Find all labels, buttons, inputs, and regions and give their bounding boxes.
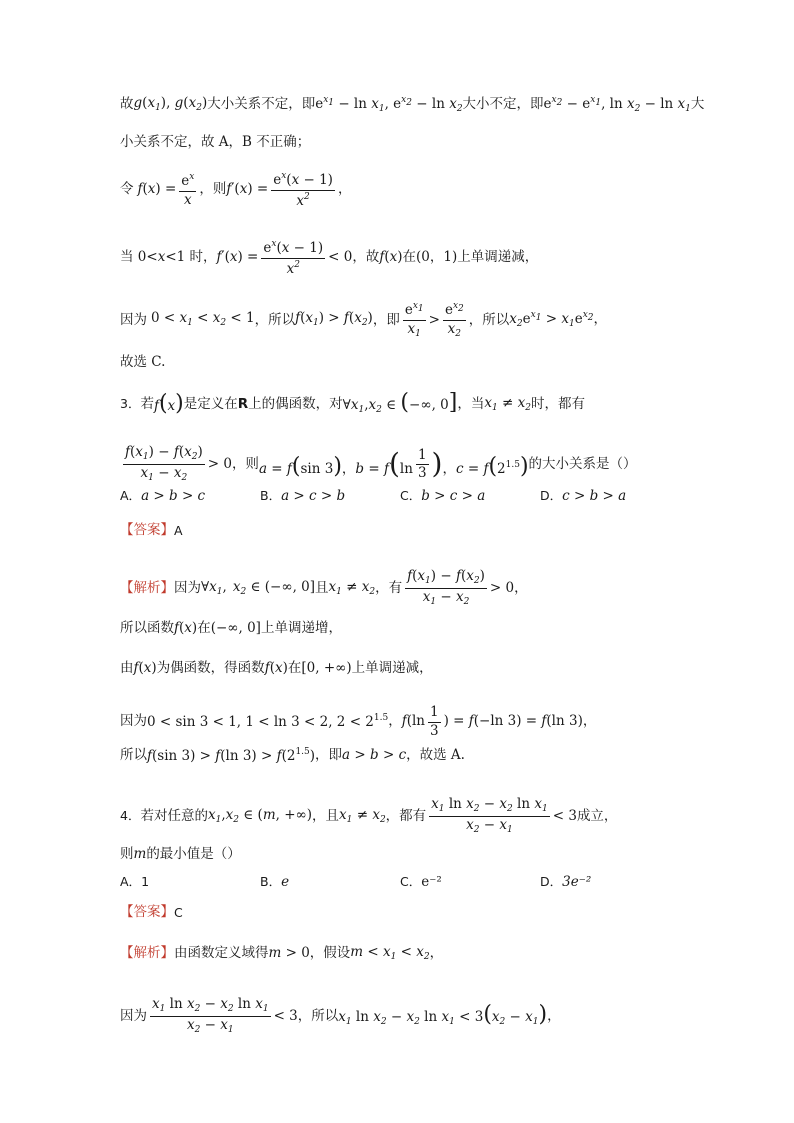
text: ，则: [231, 455, 259, 472]
formula: f(x): [264, 660, 288, 676]
text: ，所以: [468, 311, 510, 328]
formula: $g(x_1)$, $g(x_2)$: [133, 95, 208, 113]
formula: $\forall x_1$, $x_2$ ∈ (−∞, 0]: [201, 578, 316, 597]
formula: $x_1,x_2$ ∈ (m, +∞): [207, 806, 313, 825]
fraction: $\frac{e^x(x - 1)}{x^2}$: [273, 171, 333, 209]
formula: f(sin 3) > f(ln $3) > f(2^{1.5})$: [147, 747, 316, 764]
text: 在: [287, 660, 302, 676]
answer-value: A: [174, 522, 183, 538]
formula: f(x) =: [137, 181, 177, 198]
text: 令: [120, 181, 134, 198]
q4-stem-line-2: [120, 848, 704, 862]
text: ，当: [457, 395, 485, 412]
text: 所以: [120, 747, 147, 763]
text: 故: [120, 96, 134, 113]
explanation-tag: 【解析】: [120, 945, 174, 962]
text: ，有: [375, 579, 403, 596]
formula: (−∞, 0]: [210, 620, 261, 636]
q3-stem-line-1: [120, 390, 704, 417]
text: 且: [315, 579, 329, 596]
text: 若对任意的: [140, 807, 208, 824]
q3-option-d[interactable]: D．c > b > a: [540, 488, 627, 504]
line-4: 当 0< x <1 时， f′(x) = $\frac{e^x(x - 1)}{x^2}$ < 0 ，故 f(x) 在(0，1)上单调递减，: [120, 239, 539, 277]
text: <1 时，: [165, 249, 217, 266]
explanation-tag: 【解析】: [120, 579, 174, 596]
fraction: $\frac{1}{3}$: [430, 704, 439, 739]
text: ，假设: [309, 945, 351, 962]
text: ，都有: [385, 807, 427, 824]
answer-tag: 【答案】: [120, 522, 174, 538]
text: ，: [388, 713, 402, 730]
formula: $x_1 \ne x_2$: [484, 394, 531, 413]
formula: $f(x_1) > f(x_2)$: [295, 310, 373, 329]
answer-tag: 【答案】: [120, 904, 174, 920]
q3-stem-line-2: $\frac{f(x_1) - f(x_2)}{x_1 - x_2}$ > 0 ，则 a = f(sin 3)，b = f(ln $\frac{1}{3}$ )，$c = f(2^{1.5})$ 的大小关系是（）: [125, 444, 637, 483]
text: ，: [429, 945, 444, 962]
line-6: [120, 356, 704, 370]
q3-explanation-line-4: [120, 706, 704, 738]
text: 上单调递增，: [260, 620, 342, 636]
text: 当 0<: [120, 249, 158, 266]
text: 由: [120, 660, 134, 676]
text: 因为: [174, 579, 201, 596]
text: 因为: [120, 713, 147, 730]
question-number: 3．: [120, 396, 141, 412]
text: 在: [197, 620, 211, 636]
fraction: $\frac{e^{x_1}}{x_1}$: [404, 301, 424, 339]
text: 因为: [120, 311, 147, 328]
text: 大小关系不定，即: [207, 96, 316, 113]
answer-value: C: [174, 904, 183, 920]
formula: $x_1 \ne x_2$: [328, 578, 376, 597]
q4-stem-line-1: 4． 若对任意的 $x_1,x_2$ ∈ (m, +∞) ，且 $x_1 \ne x_2$ ，都有 $\frac{x_1 \ln x_2 - x_2 \ln x_1}{x_2 - x_1}$ < 3 成立，: [120, 796, 618, 835]
text: ，且: [312, 807, 340, 824]
line-3: [120, 172, 704, 208]
q4-option-a[interactable]: A．1: [120, 874, 150, 889]
q3-explanation-line-5: [120, 748, 704, 764]
q3-explanation-line-1: 【解析】 因为 $\forall x_1$, $x_2$ ∈ (−∞, 0] 且 $x_1 \ne x_2$ ，有 $\frac{f(x_1) - f(x_2)}{x_1 - x_2}$ > 0 ，: [120, 568, 528, 607]
text: 上的偶函数，对: [248, 395, 343, 412]
fraction: $\frac{f(x_1) - f(x_2)}{x_1 - x_2}$: [125, 444, 203, 483]
q4-option-d[interactable]: D．3e⁻²: [540, 874, 592, 890]
formula: )，$c = f(2^{1.5})$: [431, 446, 529, 480]
formula: a = f(sin 3)，b = f(ln: [258, 446, 413, 480]
q3-option-a[interactable]: A．a > b > c: [120, 488, 206, 504]
line-2: [120, 136, 704, 150]
text: 成立，: [576, 807, 618, 824]
q4-explanation-line-1: [120, 946, 704, 962]
text: ，所以: [297, 1007, 339, 1024]
text: ，则: [199, 181, 227, 198]
text: ，故: [352, 249, 380, 266]
formula: $m < x_1 < x_2$: [350, 944, 430, 962]
line-5: 因为 $0 < x_1 < x_2 < 1$ ，所以 $f(x_1) > f(x_2)$ ，即 $\frac{e^{x_1}}{x_1}$ > $\frac{e^{x_2}}{x_2}$ ，所以 $x_2e^{x_1} > x_1e^{x_2}$，: [120, 301, 608, 339]
q3-explanation-line-3: [120, 662, 704, 676]
text: 为偶函数，得函数: [156, 660, 265, 676]
text: ，即: [372, 311, 400, 328]
formula: $x_1$ $\ln x_2 - x_2$ $\ln x_1 < 3(x_2 - x_1)$: [338, 1002, 548, 1027]
q4-answer: [120, 906, 704, 920]
text: 所以函数: [120, 620, 174, 636]
q3-option-b[interactable]: B．a > c > b: [260, 488, 346, 504]
q3-option-c[interactable]: C．b > c > a: [400, 488, 486, 504]
text: 上单调递减，: [351, 660, 433, 676]
text: ，: [337, 181, 352, 198]
text: 因为: [120, 1007, 147, 1024]
text: 大: [690, 96, 705, 113]
text: ，即: [315, 747, 343, 763]
formula: $x_1 \ne x_2$: [339, 806, 386, 825]
line-1: [120, 96, 704, 114]
text: 由函数定义域得: [174, 945, 269, 962]
formula: a > b > c: [342, 747, 407, 763]
reals-symbol: R: [237, 395, 249, 412]
formula: 0 < sin 3 < 1, 1 < ln 3 < 2, $2 < 2^{1.5}$: [147, 713, 389, 731]
formula: f(x): [174, 620, 198, 636]
fraction: $\frac{e^{x_2}}{x_2}$: [444, 301, 464, 339]
text: 是定义在: [183, 395, 238, 412]
text: 的最小值是（）: [146, 846, 241, 862]
formula: f′(x) =: [226, 181, 269, 198]
text: ，: [547, 1007, 561, 1024]
fraction: $\frac{e^x(x - 1)}{x^2}$: [263, 239, 324, 277]
text: ，: [514, 579, 528, 596]
text: 若: [140, 395, 154, 412]
formula: ) = f(−ln 3) = f(ln 3)，: [443, 713, 597, 730]
var-m: m: [133, 846, 147, 862]
q4-option-b[interactable]: B．e: [260, 874, 290, 890]
text: ，所以: [254, 311, 296, 328]
q3-explanation-line-2: [120, 622, 704, 636]
formula: f(x): [379, 249, 403, 266]
formula: [0, +∞): [301, 660, 352, 676]
fraction: $\frac{f(x_1) - f(x_2)}{x_1 - x_2}$: [407, 568, 485, 607]
text: 大小不定，即: [462, 96, 544, 113]
q4-option-c[interactable]: C．e⁻²: [400, 874, 442, 890]
fraction: $\frac{x_1 \ln x_2 - x_2 \ln x_1}{x_2 - x_1}$: [152, 996, 269, 1035]
var-x: x: [157, 249, 166, 266]
formula: $x_2e^{x_1} > x_1e^{x_2}$，: [509, 310, 608, 330]
formula: f(x): [153, 391, 184, 417]
q4-explanation-line-2: 因为 $\frac{x_1 \ln x_2 - x_2 \ln x_1}{x_2 - x_1}$ < 3 ，所以 $x_1$ $\ln x_2 - x_2$ $\ln x_1 < 3(x_2 - x_1)$ ，: [120, 996, 561, 1035]
fraction: $\frac{x_1 \ln x_2 - x_2 \ln x_1}{x_2 - x_1}$: [431, 796, 548, 835]
fraction: $\frac{1}{3}$: [417, 446, 427, 481]
formula: $e^{x_1} - \ln x_1$, $e^{x_2} - \ln x_2$: [315, 95, 463, 114]
text: 小关系不定，故 A，B 不正确；: [120, 134, 311, 150]
text: 则: [120, 846, 134, 862]
question-number: 4．: [120, 808, 141, 824]
formula: f(x): [133, 660, 157, 676]
formula: $0 < x_1 < x_2 < 1$: [151, 310, 255, 329]
text: 故选 C.: [120, 354, 166, 370]
formula: f′(x) =: [216, 249, 259, 266]
q3-answer: [120, 524, 704, 538]
text: 的大小关系是（）: [528, 455, 637, 472]
formula: m > 0: [268, 945, 310, 962]
formula: $e^{x_2} - e^{x_1}$, $\ln x_2 - \ln x_1$: [543, 95, 691, 114]
fraction: $\frac{e^x}{x}$: [181, 172, 195, 208]
text: 时，都有: [530, 395, 585, 412]
text: ，故选 A.: [406, 747, 465, 763]
text: 在(0，1)上单调递减，: [402, 249, 539, 266]
formula: $\forall x_1,x_2$ ∈ (−∞, 0]: [342, 390, 458, 415]
q4-options: [120, 876, 704, 890]
formula: f(ln: [401, 713, 425, 730]
q3-options: [120, 490, 704, 504]
